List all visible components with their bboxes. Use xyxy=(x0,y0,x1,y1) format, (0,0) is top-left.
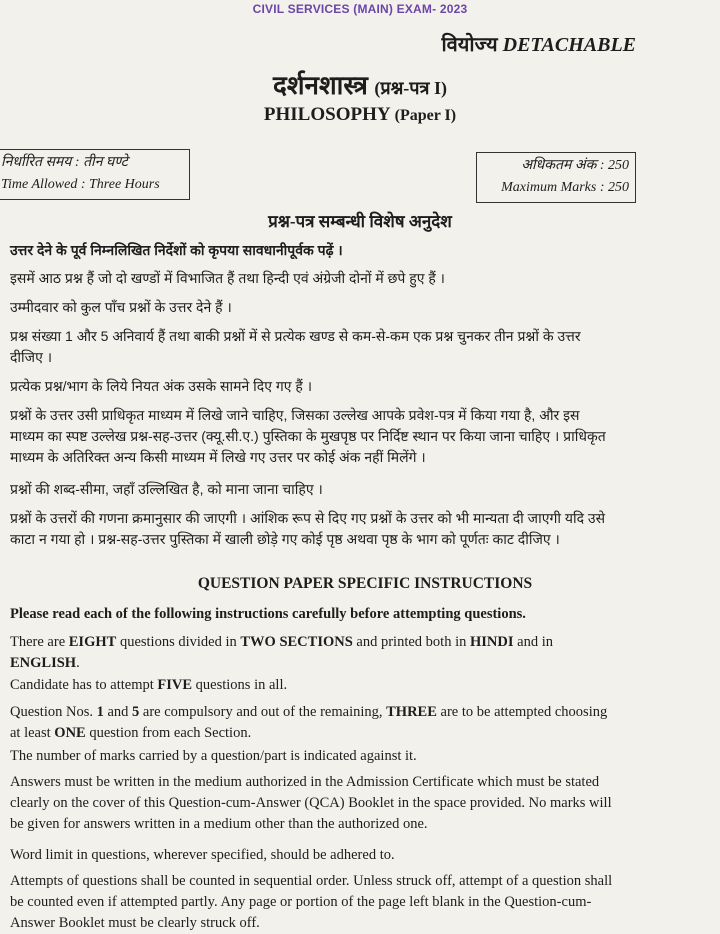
exam-title: CIVIL SERVICES (MAIN) EXAM- 2023 xyxy=(252,2,468,16)
english-instruction-2 xyxy=(10,675,615,696)
english-instruction-3 xyxy=(10,702,615,744)
time-allowed-hindi: निर्धारित समय : तीन घण्टे xyxy=(1,155,128,170)
paper-english: (Paper I) xyxy=(394,107,457,124)
detachable-english: DETACHABLE xyxy=(502,34,636,56)
text-fragment: Question Nos. xyxy=(10,704,97,720)
english-instruction-4: The number of marks carried by a question/part is indicated against it. xyxy=(10,748,417,764)
hindi-instruction-5: प्रश्नों के उत्तर उसी प्राधिकृत माध्यम में लिखे जाने चाहिए, जिसका उल्लेख आपके प्रवेश-पत्र में किया गया है, और इस माध्यम का स्पष्ट उल्लेख प्रश्न-सह-उत्तर (क्यू.सी.ए.) पुस्तिका के मुखपृष्ठ पर निर्दिष्ट स्थान पर किया जाना चाहिए । प्राधिकृत माध्यम के अतिरिक्त अन्य किसी माध्यम में लिखे गए उत्तर पर कोई अंक नहीं मिलेंगे । xyxy=(10,407,606,465)
paper-hindi: (प्रश्न-पत्र I) xyxy=(374,78,447,98)
hindi-instruction-7: प्रश्नों के उत्तरों की गणना क्रमानुसार की जाएगी । आंशिक रूप से दिए गए प्रश्नों के उत्तर को भी मान्यता दी जाएगी यदि उसे काटा न गया हो । प्रश्न-सह-उत्तर पुस्तिका में खाली छोड़े गए कोई पृष्ठ अथवा पृष्ठ के भाग को पूर्णतः काट दीजिए । xyxy=(10,510,606,547)
subject-title-english xyxy=(0,104,720,126)
hindi-instructions-heading: प्रश्न-पत्र सम्बन्धी विशेष अनुदेश xyxy=(268,212,452,231)
hindi-instruction-6: प्रश्नों की शब्द-सीमा, जहाँ उल्लिखित है, को माना जाना चाहिए । xyxy=(10,481,323,497)
text-emphasis: ONE xyxy=(54,725,86,741)
hindi-instruction-intro: उत्तर देने के पूर्व निम्नलिखित निर्देशों को कृपया सावधानीपूर्वक पढ़ें । xyxy=(10,242,343,258)
text-emphasis: TWO SECTIONS xyxy=(240,634,353,650)
text-emphasis: ENGLISH xyxy=(10,655,77,671)
time-allowed-english: Time Allowed : Three Hours xyxy=(1,177,160,192)
english-instruction-intro: Please read each of the following instructions carefully before attempting questions. xyxy=(10,606,526,622)
text-fragment: are compulsory and out of the remaining, xyxy=(139,704,387,720)
english-instruction-5: Answers must be written in the medium authorized in the Admission Certificate which must be stated clearly on the cover of this Question-cum-Answer (QCA) Booklet in the space provided. No marks will be given for answers written in a medium other than the authorized one. xyxy=(10,774,612,832)
text-fragment: There are xyxy=(10,634,69,650)
text-fragment: question from each Section. xyxy=(85,725,252,741)
hindi-instruction-3: प्रश्न संख्या 1 और 5 अनिवार्य हैं तथा बाकी प्रश्नों में से प्रत्येक खण्ड से कम-से-कम एक प्रश्न चुनकर तीन प्रश्नों के उत्तर दीजिए । xyxy=(10,328,581,365)
maximum-marks-box xyxy=(476,152,636,203)
english-instructions-heading: QUESTION PAPER SPECIFIC INSTRUCTIONS xyxy=(197,575,533,592)
subject-english: PHILOSOPHY xyxy=(263,104,390,125)
detachable-label xyxy=(442,30,637,57)
subject-title-hindi xyxy=(0,66,720,102)
english-instruction-1 xyxy=(10,632,615,674)
subject-hindi: दर्शनशास्त्र xyxy=(273,71,368,100)
hindi-instruction-2: उम्मीदवार को कुल पाँच प्रश्नों के उत्तर देने हैं । xyxy=(10,299,232,315)
text-fragment: . xyxy=(76,655,80,671)
text-emphasis: 5 xyxy=(132,704,140,720)
text-emphasis: 1 xyxy=(96,704,104,720)
text-emphasis: EIGHT xyxy=(68,634,117,650)
hindi-instruction-1: इसमें आठ प्रश्न हैं जो दो खण्डों में विभाजित हैं तथा हिन्दी एवं अंग्रेजी दोनों में छपे हुए हैं । xyxy=(10,270,445,286)
maximum-marks-english: Maximum Marks : 250 xyxy=(501,180,629,195)
text-emphasis: FIVE xyxy=(157,677,193,693)
maximum-marks-hindi: अधिकतम अंक : 250 xyxy=(521,158,629,173)
text-fragment: questions divided in xyxy=(116,634,241,650)
text-fragment: and in xyxy=(513,634,553,650)
text-emphasis: HINDI xyxy=(470,634,514,650)
hindi-instruction-4: प्रत्येक प्रश्न/भाग के लिये नियत अंक उसके सामने दिए गए हैं । xyxy=(10,378,313,394)
text-fragment: are to be attempted choosing at least xyxy=(10,704,608,741)
detachable-hindi: वियोज्य xyxy=(441,34,498,56)
text-fragment: Candidate has to attempt xyxy=(10,677,158,693)
english-instruction-7: Attempts of questions shall be counted in sequential order. Unless struck off, attempt of a question shall be counted even if attempted partly. Any page or portion of the page left blank in the Question-cum-Answer Booklet must be clearly struck off. xyxy=(10,873,613,931)
text-emphasis: THREE xyxy=(386,704,437,720)
english-instruction-6: Word limit in questions, wherever specified, should be adhered to. xyxy=(10,847,395,863)
text-fragment: and printed both in xyxy=(352,634,470,650)
time-allowed-box xyxy=(0,149,190,200)
text-fragment: questions in all. xyxy=(192,677,288,693)
text-fragment: and xyxy=(103,704,133,720)
